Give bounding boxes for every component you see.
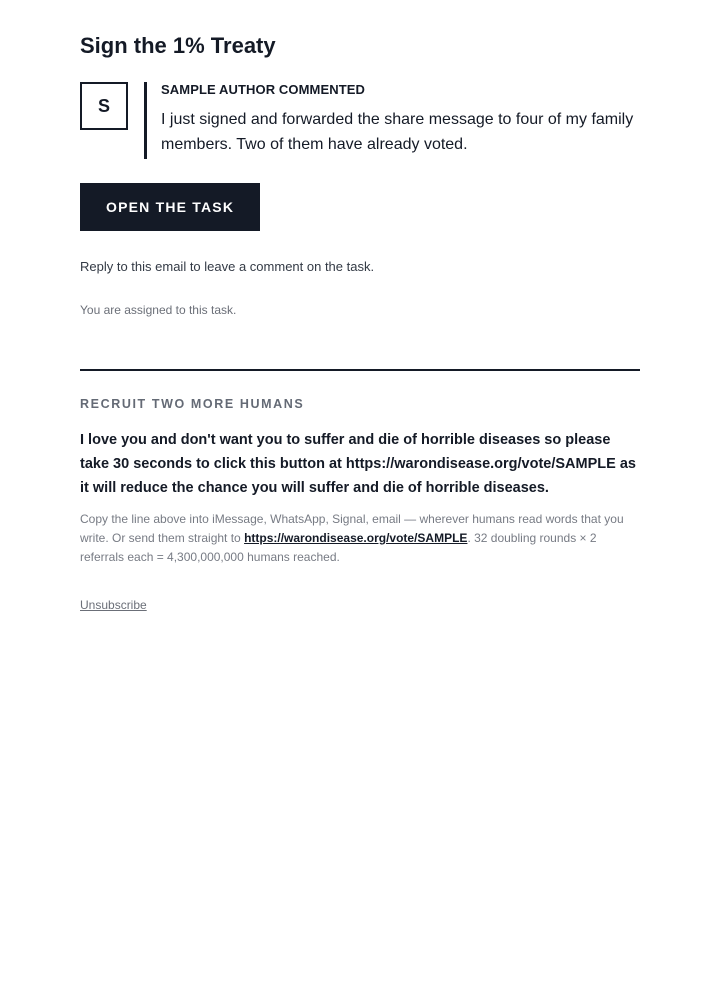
comment-block (80, 82, 640, 159)
section-divider (80, 369, 640, 371)
comment-text: I just signed and forwarded the share message to four of my family members. Two of them have already voted. (161, 111, 634, 153)
comment-author: SAMPLE AUTHOR COMMENTED (161, 82, 366, 97)
email-title: Sign the 1% Treaty (80, 33, 276, 58)
reply-note: Reply to this email to leave a comment on the task. (80, 259, 375, 274)
recruit-heading: RECRUIT TWO MORE HUMANS (80, 397, 305, 411)
share-instructions-text: Copy the line above into iMessage, WhatsApp, Signal, email — wherever humans read words that you write. Or send them straight to (80, 512, 624, 545)
avatar: S (80, 82, 128, 130)
vote-link[interactable]: https://warondisease.org/vote/SAMPLE (244, 531, 468, 545)
email-body (80, 0, 640, 614)
comment-quote (144, 82, 637, 159)
share-message: I love you and don't want you to suffer and die of horrible diseases so please take 30 seconds to click this button at https://warondisease.org/vote/SAMPLE as it will reduce the chance you will suffer and die of horrible diseases. (80, 432, 636, 496)
open-task-button[interactable]: OPEN THE TASK (80, 183, 260, 231)
unsubscribe-link[interactable]: Unsubscribe (80, 598, 147, 612)
share-instructions-tail: . 32 doubling rounds × 2 referrals each = 4,300,000,000 humans reached. (80, 531, 597, 564)
assigned-note: You are assigned to this task. (80, 303, 237, 317)
share-instructions (80, 510, 640, 567)
